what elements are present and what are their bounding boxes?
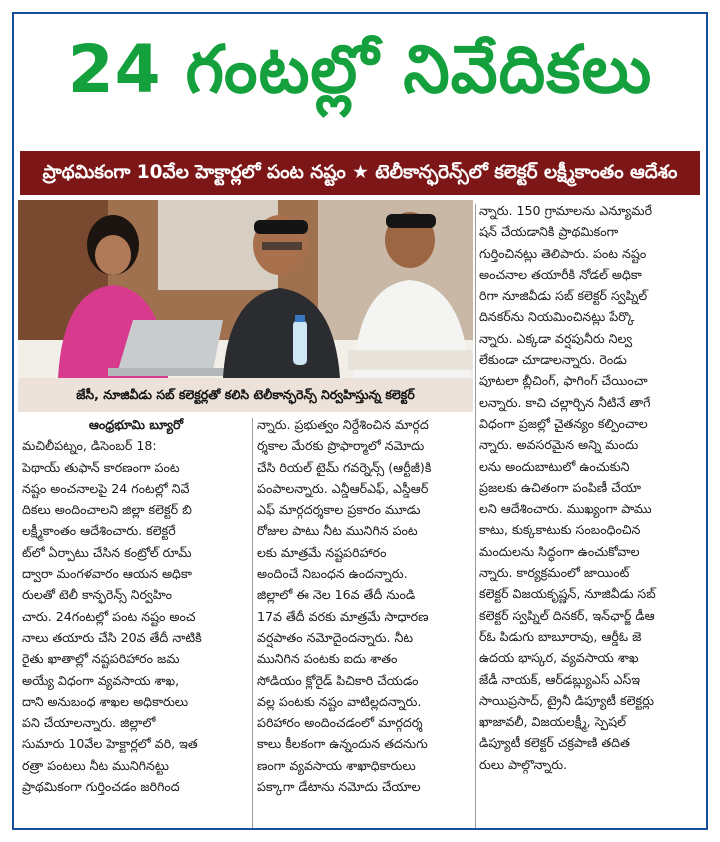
photo-illustration: [18, 200, 473, 378]
column3-line: అంచనాల తయారీకి నోడల్ అధికా: [479, 266, 642, 282]
column3-line: దినకర్‌ను నియమించినట్లు పేర్కొ: [479, 309, 635, 325]
column1-line: రులతో టెలీ కాన్ఫరెన్స్ నిర్వహిం: [22, 587, 173, 603]
column3-line: సాయిప్రసాద్, ట్రైనీ డిప్యూటీ కలెక్టర్లు: [479, 692, 654, 708]
column1-line: పని చేయాలన్నారు. జిల్లాలో: [22, 715, 156, 731]
column-rule-1: [252, 418, 253, 828]
column3-line: లేకుండా చూడాలన్నారు. రెండు: [479, 352, 627, 368]
column3-line: మందులను సిద్ధంగా ఉంచుకోవాల: [479, 543, 640, 559]
column1-line: చారు. 24గంటల్లో పంట నష్టం అంచ: [22, 608, 196, 624]
column3-line: లని ఆదేశించారు. ముఖ్యంగా పాము: [479, 501, 652, 517]
column2-line: పరిహారం అందించడంలో మార్గదర్శ: [257, 715, 423, 731]
column3-line: గుర్తించినట్లు తెలిపారు. పంట నష్టం: [479, 245, 647, 261]
headline: 24 గంటల్లో నివేదికలు: [67, 31, 653, 108]
column1-line: దికలు అందించాలని జిల్లా కలెక్టర్ బి: [22, 502, 192, 518]
column3-line: షన్ చేయడానికి ప్రాథమికంగా: [479, 224, 619, 240]
column2-line: ఎఫ్ మార్గదర్శకాల ప్రకారం మూడు: [257, 502, 421, 518]
column3-line: ఉదయ భాస్కర, వ్యవసాయ శాఖ: [479, 650, 639, 666]
column2-line: న్నారు. ప్రభుత్వం నిర్దేశించిన మార్గద: [257, 417, 429, 432]
photo-caption: జేసీ, నూజివీడు సబ్ కలెక్టర్లతో కలిసి టెలీకాన్ఫరెన్స్ నిర్వహిస్తున్న కలెక్టర్: [18, 378, 473, 412]
column-rule-2: [475, 204, 476, 828]
column1-line: రత్రా పంటలు నీట మునిగినట్టు: [22, 757, 169, 773]
column1-line: ద్వారా మంగళవారం ఆయన అధికా: [22, 566, 192, 582]
column3-line: కలెక్టర్ విజయకృష్ణన్, నూజివీడు సబ్: [479, 586, 656, 602]
column1-line: మచిలీపట్నం, డిసెంబర్ 18:: [22, 438, 157, 454]
column2-line: సోడియం క్లోరైడ్ పిచికారి చేయడం: [257, 672, 419, 688]
column2-line: 17వ తేదీ వరకు మాత్రమే సాధారణ: [257, 608, 429, 624]
column3-line: లను అందుబాటులో ఉంచుకుని: [479, 458, 630, 474]
column1-line: ట్‌లో ఏర్పాటు చేసిన కంట్రోల్ రూమ్: [22, 544, 192, 560]
column2-line: ర్శకాల మేరకు ప్రొఫార్మాలో నమోదు: [257, 438, 425, 454]
column3-line: జేడీ నాయక్, ఆర్‌డబ్ల్యుఎస్ ఎస్‌ఇ: [479, 671, 641, 687]
column2-line: ణంగా వ్యవసాయ శాఖాధికారులు: [257, 757, 416, 773]
column2-line: వల్ల పంటకు నష్టం వాటిల్లదన్నారు.: [257, 693, 422, 709]
column1-line: అయ్యే విధంగా వ్యవసాయ శాఖ,: [22, 672, 180, 688]
column3-line: ర్‌ఓ పిడుగు బాబూరావు, ఆర్డీఓ జె: [479, 628, 642, 644]
article-photo: [18, 200, 473, 378]
article-column-2: [257, 414, 471, 797]
byline: ఆంధ్రభూమి బ్యూరో: [88, 417, 184, 432]
column3-line: లన్నారు. కాచి చల్లార్చిన నీటినే తాగే: [479, 394, 651, 410]
column3-line: డిప్యూటీ కలెక్టర్ చక్రపాణి తదిత: [479, 735, 630, 751]
column1-line: రైతు ఖాతాల్లో నష్టపరిహారం జమ: [22, 651, 180, 667]
column1-line: నష్టం అంచనాలపై 24 గంటల్లో నివే: [22, 480, 190, 496]
subheadline-bar: ప్రాథమికంగా 10వేల హెక్టార్లలో పంట నష్టం ★ టెలీకాన్ఫరెన్స్‌లో కలెక్టర్ లక్ష్మీకాంతం ఆదేశం: [20, 151, 700, 195]
column3-line: పూటలా బ్లీచింగ్, ఫాగింగ్ చేయించా: [479, 373, 648, 389]
column3-line: ప్రజలకు ఉచితంగా పంపిణీ చేయా: [479, 479, 642, 495]
column1-line: నాలు తయారు చేసి 20వ తేదీ నాటికి: [22, 629, 202, 645]
column2-line: అందించే నిబంధన ఉందన్నారు.: [257, 566, 408, 582]
article-column-1: [22, 414, 250, 797]
column2-line: లకు మాత్రమే నష్టపరిహారం: [257, 544, 387, 560]
column2-line: మునిగిన పంటకు ఐదు శాతం: [257, 651, 398, 667]
column3-line: కాటు, కుక్కకాటుకు సంబంధించిన: [479, 522, 641, 538]
column1-line: పెథాయ్ తుఫాన్ కారణంగా పంట: [22, 459, 180, 475]
column3-line: కలెక్టర్ స్వప్నిల్ దినకర్, ఇన్‌ఛార్జ్ డీఆ: [479, 607, 655, 623]
column1-line: దాని అనుబంధ శాఖల అధికారులు: [22, 693, 189, 709]
article-frame: [12, 12, 708, 830]
column1-line: లక్ష్మీకాంతం ఆదేశించారు. కలెక్టరే: [22, 523, 176, 539]
column2-line: చేసి రియల్ టైమ్ గవర్నెన్స్ (ఆర్టీజీ)కి: [257, 459, 432, 475]
column3-line: రులు పాల్గొన్నారు.: [479, 756, 568, 772]
article-column-3: [479, 200, 704, 775]
column3-line: రిగా నూజివీడు సబ్ కలెక్టర్ స్వప్నిల్: [479, 288, 648, 304]
column2-line: కాలు కీలకంగా ఉన్నందున తదనుగు: [257, 736, 428, 752]
column1-line: సుమారు 10వేల హెక్టార్లలో వరి, ఇత: [22, 736, 198, 752]
column3-line: న్నారు. 150 గ్రామాలను ఎన్యూమరే: [479, 203, 653, 218]
column3-line: ఖాజావలీ, విజయలక్ష్మీ, స్పెషల్: [479, 714, 626, 730]
column2-line: పంపాలన్నారు. ఎన్డీఆర్ఎఫ్, ఎస్డీఆర్: [257, 480, 429, 496]
column3-line: న్నారు. అవసరమైన అన్ని మందు: [479, 437, 639, 453]
column3-line: విధంగా ప్రజల్లో చైతన్యం కల్పించాల: [479, 415, 648, 431]
column2-line: వర్షపాతం నమోదైందన్నారు. నీట: [257, 629, 414, 645]
column3-line: న్నారు. ఎక్కడా వర్షపునీరు నిల్వ: [479, 330, 633, 346]
column2-line: పక్కాగా డేటాను నమోదు చేయాల: [257, 779, 421, 795]
column1-line: ప్రాథమికంగా గుర్తించడం జరిగింద: [22, 779, 180, 795]
column2-line: జిల్లాలో ఈ నెల 16వ తేదీ నుండి: [257, 587, 416, 603]
column3-line: న్నారు. కార్యక్రమంలో జాయింట్: [479, 565, 630, 581]
column2-line: రోజుల పాటు నీట మునిగిన పంట: [257, 523, 418, 539]
